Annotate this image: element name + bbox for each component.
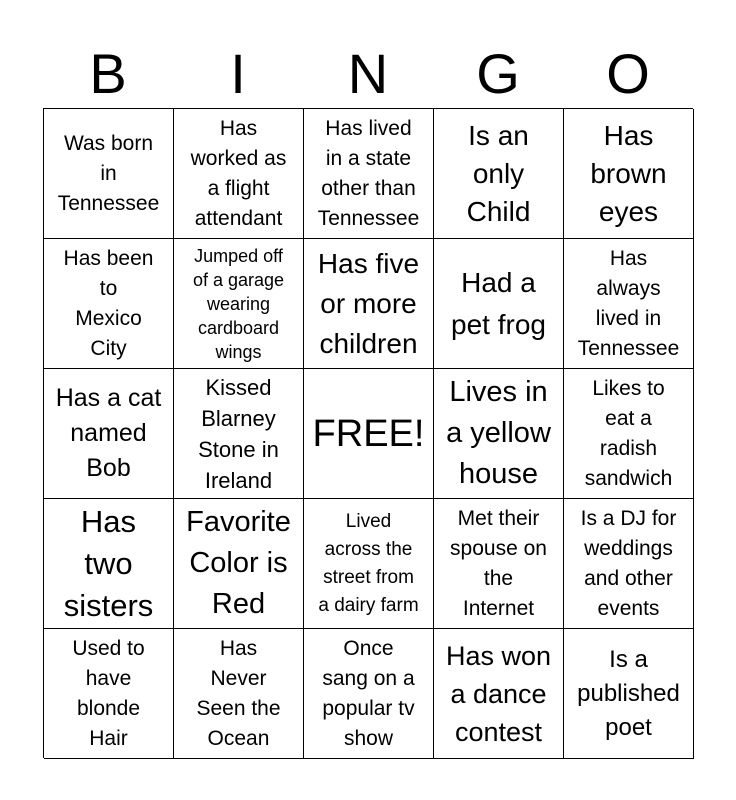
cell-text: Is a DJ for weddings and other events [580,506,677,620]
bingo-cell-o3[interactable] [564,369,694,499]
cell-text: Has brown eyes [590,119,667,227]
header-letter-o: O [606,42,650,105]
bingo-cell-g2[interactable] [434,239,564,369]
cell-text: Lived across the street from a dairy farm [318,510,419,616]
bingo-cell-i5[interactable] [174,629,304,759]
bingo-cell-o2[interactable] [564,239,694,369]
bingo-cell-o5[interactable] [564,629,694,759]
cell-text: Has won a dance contest [445,640,552,747]
cell-text: Has always lived in Tennessee [577,246,680,360]
bingo-cell-n3-free[interactable] [304,369,434,499]
bingo-header [43,40,693,108]
header-letter-i: I [230,42,246,105]
cell-text: Had a pet frog [451,266,546,340]
cell-text: Is an only Child [466,119,531,227]
cell-text: Likes to eat a radish sandwich [584,376,673,490]
bingo-cell-g3[interactable] [434,369,564,499]
bingo-cell-n2[interactable] [304,239,434,369]
cell-text: Used to have blonde Hair [72,636,145,750]
cell-text: Is a published poet [577,645,680,741]
bingo-cell-b1[interactable] [44,109,174,239]
header-letter-n: N [347,42,389,105]
cell-text: Has a cat named Bob [55,384,162,482]
cell-text: Once sang on a popular tv show [322,636,415,750]
bingo-cell-b4[interactable] [44,499,174,629]
bingo-cell-o1[interactable] [564,109,694,239]
cell-text: Lives in a yellow house [446,376,551,490]
bingo-board [43,108,693,758]
cell-text: Has Never Seen the Ocean [196,636,281,750]
bingo-cell-i3[interactable] [174,369,304,499]
bingo-cell-i1[interactable] [174,109,304,239]
bingo-cell-o4[interactable] [564,499,694,629]
bingo-cell-n4[interactable] [304,499,434,629]
cell-text: Has worked as a flight attendant [190,116,287,230]
bingo-cell-i4[interactable] [174,499,304,629]
cell-text: Kissed Blarney Stone in Ireland [198,374,279,493]
cell-text: Favorite Color is Red [186,506,291,620]
bingo-cell-b3[interactable] [44,369,174,499]
bingo-cell-n5[interactable] [304,629,434,759]
cell-text: Has lived in a state other than Tennessee [317,116,420,230]
cell-text: Has five or more children [317,247,420,359]
cell-text: Has been to Mexico City [63,246,154,360]
bingo-cell-n1[interactable] [304,109,434,239]
cell-text: Jumped off of a garage wearing cardboard wings [192,245,285,362]
bingo-cell-g5[interactable] [434,629,564,759]
cell-text: Has two sisters [63,503,154,623]
cell-text: Met their spouse on the Internet [450,506,547,620]
header-letter-g: G [476,42,520,105]
bingo-cell-g4[interactable] [434,499,564,629]
bingo-cell-i2[interactable] [174,239,304,369]
bingo-cell-b5[interactable] [44,629,174,759]
cell-text: Was born in Tennessee [57,131,160,215]
bingo-cell-g1[interactable] [434,109,564,239]
header-letter-b: B [89,42,127,105]
free-space-text: FREE! [312,412,425,455]
bingo-cell-b2[interactable] [44,239,174,369]
